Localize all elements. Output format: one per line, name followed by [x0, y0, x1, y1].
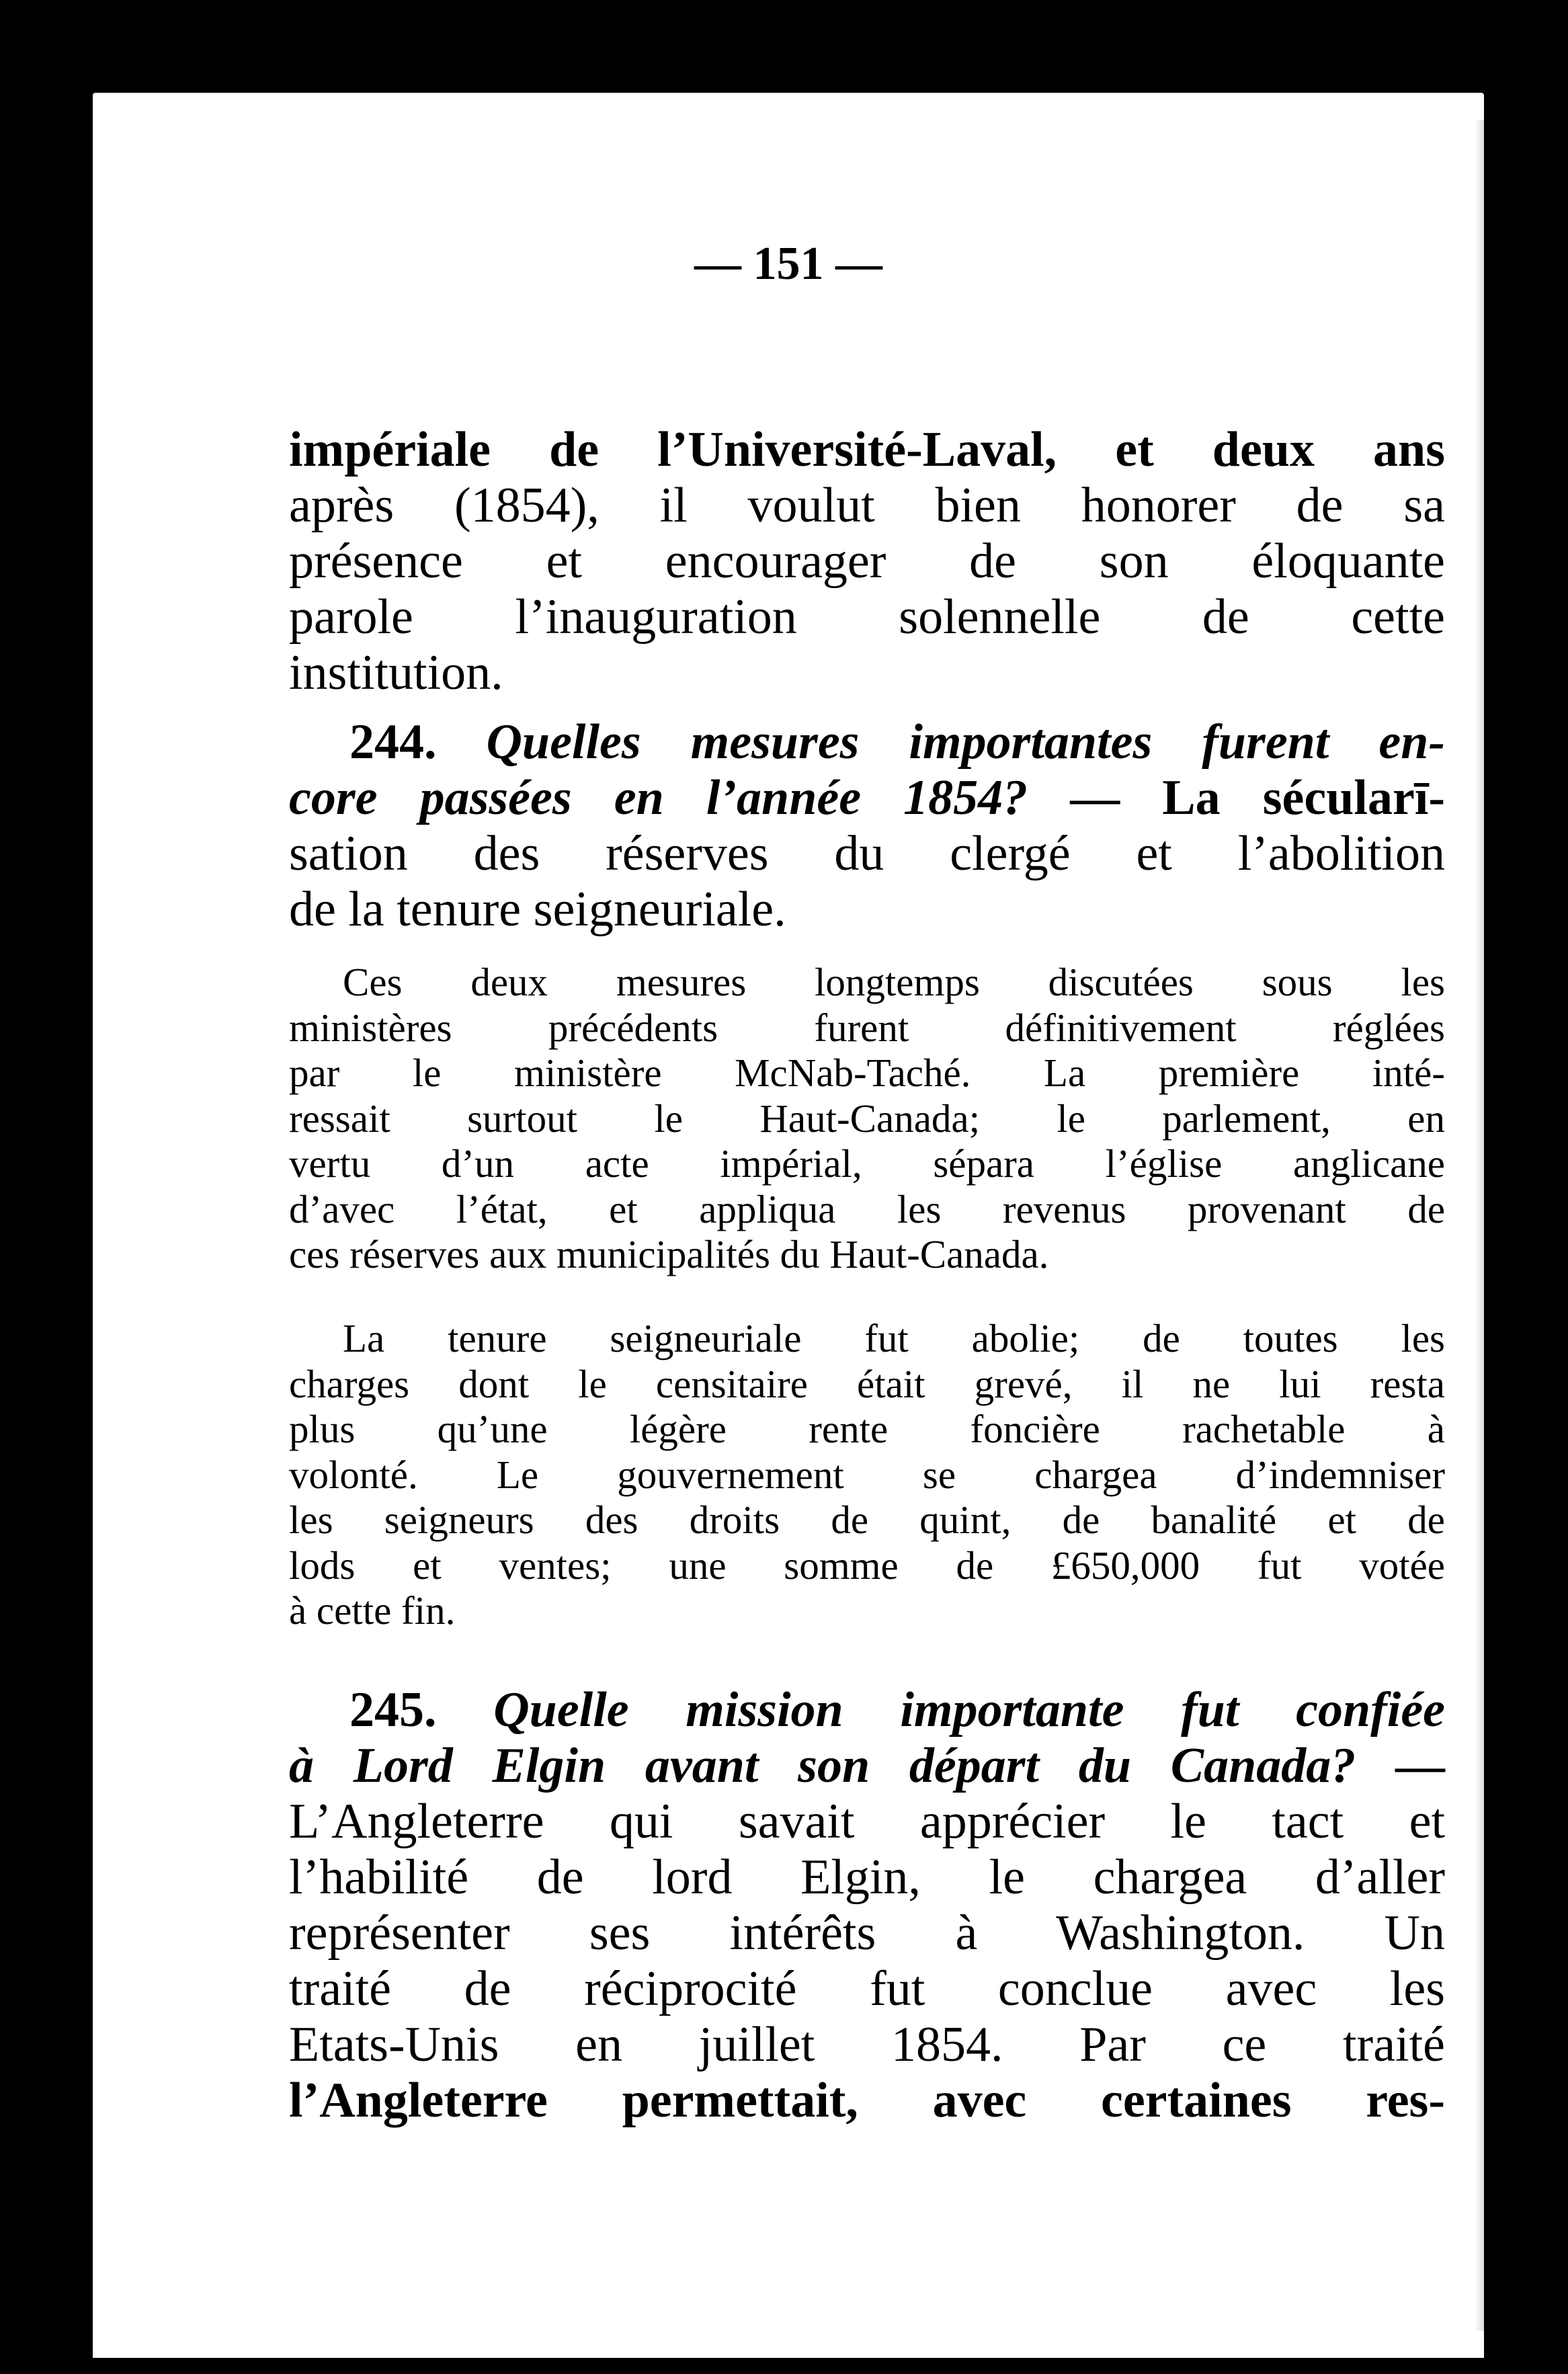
- question-line: [289, 714, 1445, 770]
- note-line: lods et ventes; une somme de £650,000 fut votée: [289, 1543, 1445, 1588]
- note-line: ressait surtout le Haut-Canada; le parlement, en: [289, 1096, 1445, 1141]
- answer-line: Etats-Unis en juillet 1854. Par ce traité: [289, 2017, 1445, 2072]
- question-text: Quelles mesures importantes furent en-: [486, 714, 1446, 770]
- note-line: volonté. Le gouvernement se chargea d’indemniser: [289, 1452, 1445, 1497]
- question-line: [289, 1738, 1445, 1794]
- book-page: [93, 93, 1484, 2358]
- question-line: [289, 770, 1445, 826]
- note-line: charges dont le censitaire était grevé, il ne lui resta: [289, 1361, 1445, 1406]
- text-line: impériale de l’Université-Laval, et deux ans: [289, 422, 1445, 477]
- question-text: core passées en l’année 1854?: [289, 770, 1028, 825]
- answer-line: l’habilité de lord Elgin, le chargea d’aller: [289, 1850, 1445, 1905]
- note-line: à cette fin.: [289, 1588, 456, 1633]
- note-paragraph-1: [289, 960, 1445, 1278]
- answer-line: sation des réserves du clergé et l’abolition: [289, 826, 1445, 881]
- question-number: 244.: [349, 714, 437, 770]
- answer-start: — La sécularī-: [1070, 770, 1445, 825]
- text-line: après (1854), il voulut bien honorer de sa: [289, 478, 1445, 533]
- question-text: à Lord Elgin avant son départ du Canada?: [289, 1738, 1356, 1793]
- question-line: [289, 1682, 1445, 1738]
- answer-line: représenter ses intérêts à Washington. Un: [289, 1906, 1445, 1961]
- note-line: Ces deux mesures longtemps discutées sous les: [343, 960, 1445, 1004]
- paragraph-continuation: [289, 422, 1445, 701]
- answer-line: L’Angleterre qui savait apprécier le tact et: [289, 1794, 1445, 1849]
- page-edge-shadow: [1475, 120, 1484, 2331]
- question-number: 245.: [349, 1682, 437, 1737]
- answer-line: l’Angleterre permettait, avec certaines res-: [289, 2073, 1445, 2128]
- note-line: par le ministère McNab-Taché. La première inté-: [289, 1051, 1445, 1095]
- note-line: vertu d’un acte impérial, sépara l’église anglicane: [289, 1141, 1445, 1186]
- answer-start: —: [1395, 1738, 1446, 1793]
- note-paragraph-2: [289, 1316, 1445, 1634]
- note-line: La tenure seigneuriale fut abolie; de toutes les: [343, 1316, 1445, 1360]
- note-line: les seigneurs des droits de quint, de banalité et de: [289, 1498, 1445, 1542]
- note-line: d’avec l’état, et appliqua les revenus provenant de: [289, 1186, 1445, 1231]
- text-line: présence et encourager de son éloquante: [289, 534, 1445, 589]
- answer-line: traité de réciprocité fut conclue avec les: [289, 1961, 1445, 2016]
- note-line: plus qu’une légère rente foncière rachetable à: [289, 1407, 1445, 1451]
- question-245: [289, 1682, 1445, 2129]
- answer-line: de la tenure seigneuriale.: [289, 882, 786, 937]
- text-line: institution.: [289, 645, 503, 700]
- page-number: — 151 —: [694, 238, 882, 290]
- note-line: ministères précédents furent définitivement réglées: [289, 1005, 1445, 1050]
- question-text: Quelle mission importante fut confiée: [493, 1682, 1446, 1737]
- note-line: ces réserves aux municipalités du Haut-Canada.: [289, 1232, 1049, 1276]
- question-244: [289, 714, 1445, 938]
- text-line: parole l’inauguration solennelle de cette: [289, 589, 1445, 645]
